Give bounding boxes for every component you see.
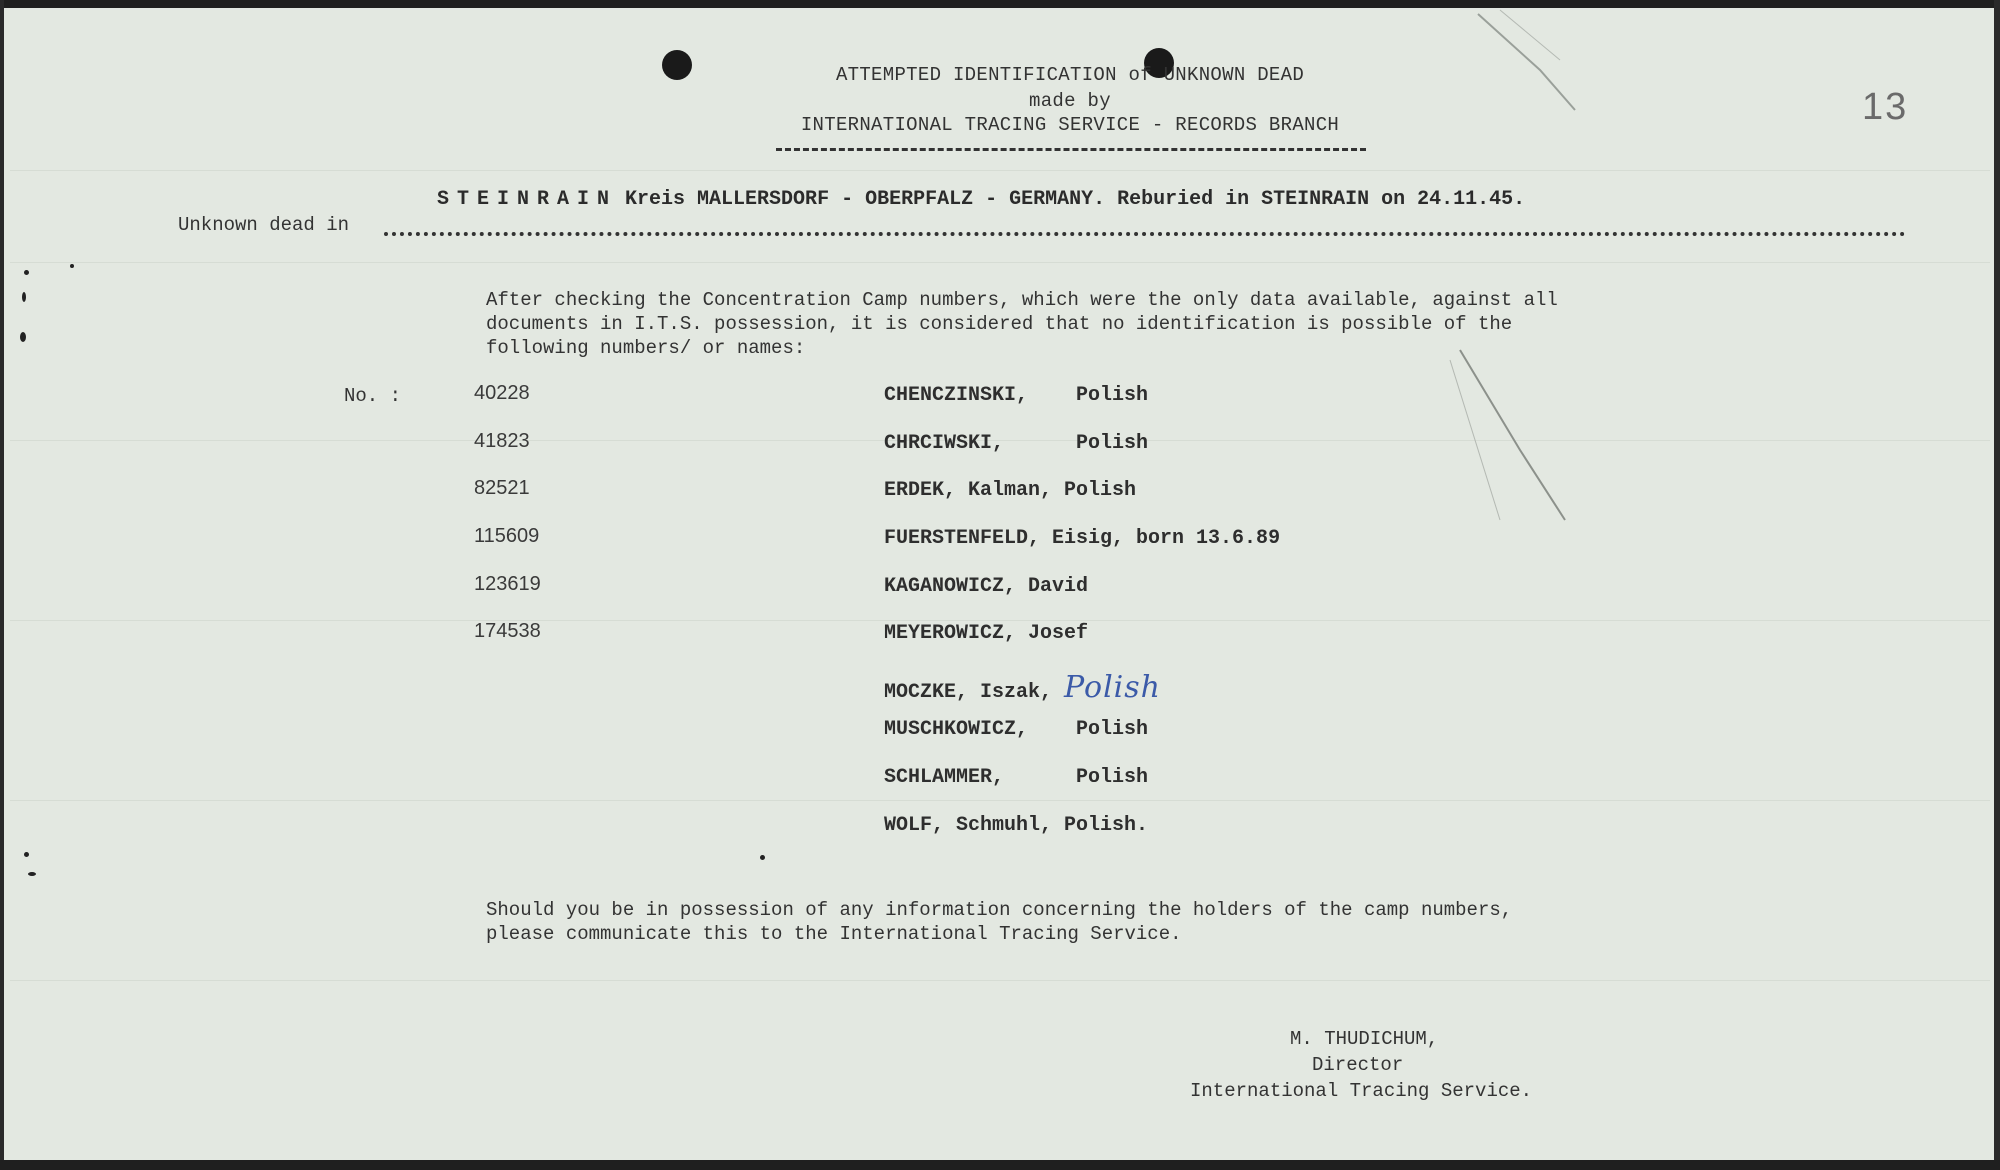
signatory-title: Director <box>1312 1054 1404 1076</box>
location-line <box>437 188 1525 211</box>
page-number: 13 <box>1862 86 1909 128</box>
person-entry <box>884 670 1161 705</box>
intro-line: documents in I.T.S. possession, it is considered that no identification is possible of the <box>486 313 1513 335</box>
signatory-organization: International Tracing Service. <box>1190 1080 1533 1102</box>
camp-number: 123619 <box>474 573 541 595</box>
handwritten-nationality: Polish <box>1064 670 1161 705</box>
camp-number: 40228 <box>474 382 530 404</box>
ink-speck <box>28 872 36 876</box>
intro-line: following numbers/ or names: <box>486 337 806 359</box>
number-label: No. : <box>344 385 402 407</box>
person-entry <box>884 766 1149 789</box>
intro-line: After checking the Concentration Camp numbers, which were the only data available, against all <box>486 289 1558 311</box>
person-entry: ERDEK, Kalman, Polish <box>884 479 1137 502</box>
dotted-leader <box>384 232 1906 238</box>
person-name: CHENCZINSKI, <box>884 384 1029 407</box>
signature-block <box>1190 1026 1610 1104</box>
person-nationality: Polish <box>1076 432 1149 455</box>
person-nationality: Polish <box>1076 384 1149 407</box>
person-name: SCHLAMMER, <box>884 766 1005 789</box>
camp-number: 82521 <box>474 477 530 499</box>
person-nationality: Polish <box>1076 766 1149 789</box>
person-entry <box>884 718 1149 741</box>
person-entry: FUERSTENFELD, Eisig, born 13.6.89 <box>884 527 1281 550</box>
camp-number: 41823 <box>474 430 530 452</box>
person-entry: WOLF, Schmuhl, Polish. <box>884 814 1149 837</box>
intro-paragraph <box>486 288 1726 360</box>
person-entry <box>884 432 1149 455</box>
closing-paragraph <box>486 898 1512 946</box>
location-detail: Kreis MALLERSDORF - OBERPFALZ - GERMANY. Reburied in STEINRAIN on 24.11.45. <box>625 188 1526 211</box>
punch-hole <box>662 50 692 80</box>
person-nationality: Polish <box>1076 718 1149 741</box>
person-entry: KAGANOWICZ, David <box>884 575 1089 598</box>
signatory-name: M. THUDICHUM, <box>1290 1028 1439 1050</box>
person-entry: MEYEROWICZ, Josef <box>884 622 1089 645</box>
person-name: MOCZKE, Iszak, <box>884 681 1053 704</box>
camp-number: 115609 <box>474 525 540 547</box>
header-title: ATTEMPTED IDENTIFICATION of UNKNOWN DEAD <box>835 64 1305 86</box>
ink-speck <box>22 292 26 302</box>
ink-speck <box>24 270 29 275</box>
ink-speck <box>24 852 29 857</box>
location-place: STEINRAIN <box>437 188 618 211</box>
ink-speck <box>20 332 26 342</box>
ink-speck <box>70 264 74 268</box>
camp-number: 174538 <box>474 620 541 642</box>
closing-line: please communicate this to the International Tracing Service. <box>486 923 1182 945</box>
person-name: MUSCHKOWICZ, <box>884 718 1029 741</box>
header-underline <box>776 148 1366 154</box>
header-organization: INTERNATIONAL TRACING SERVICE - RECORDS BRANCH <box>800 114 1340 136</box>
person-entry <box>884 384 1149 407</box>
header-made-by: made by <box>1029 90 1111 112</box>
closing-line: Should you be in possession of any information concerning the holders of the camp numbers, <box>486 899 1513 921</box>
person-name: CHRCIWSKI, <box>884 432 1005 455</box>
unknown-dead-label: Unknown dead in <box>178 214 350 236</box>
ink-speck <box>760 855 765 860</box>
